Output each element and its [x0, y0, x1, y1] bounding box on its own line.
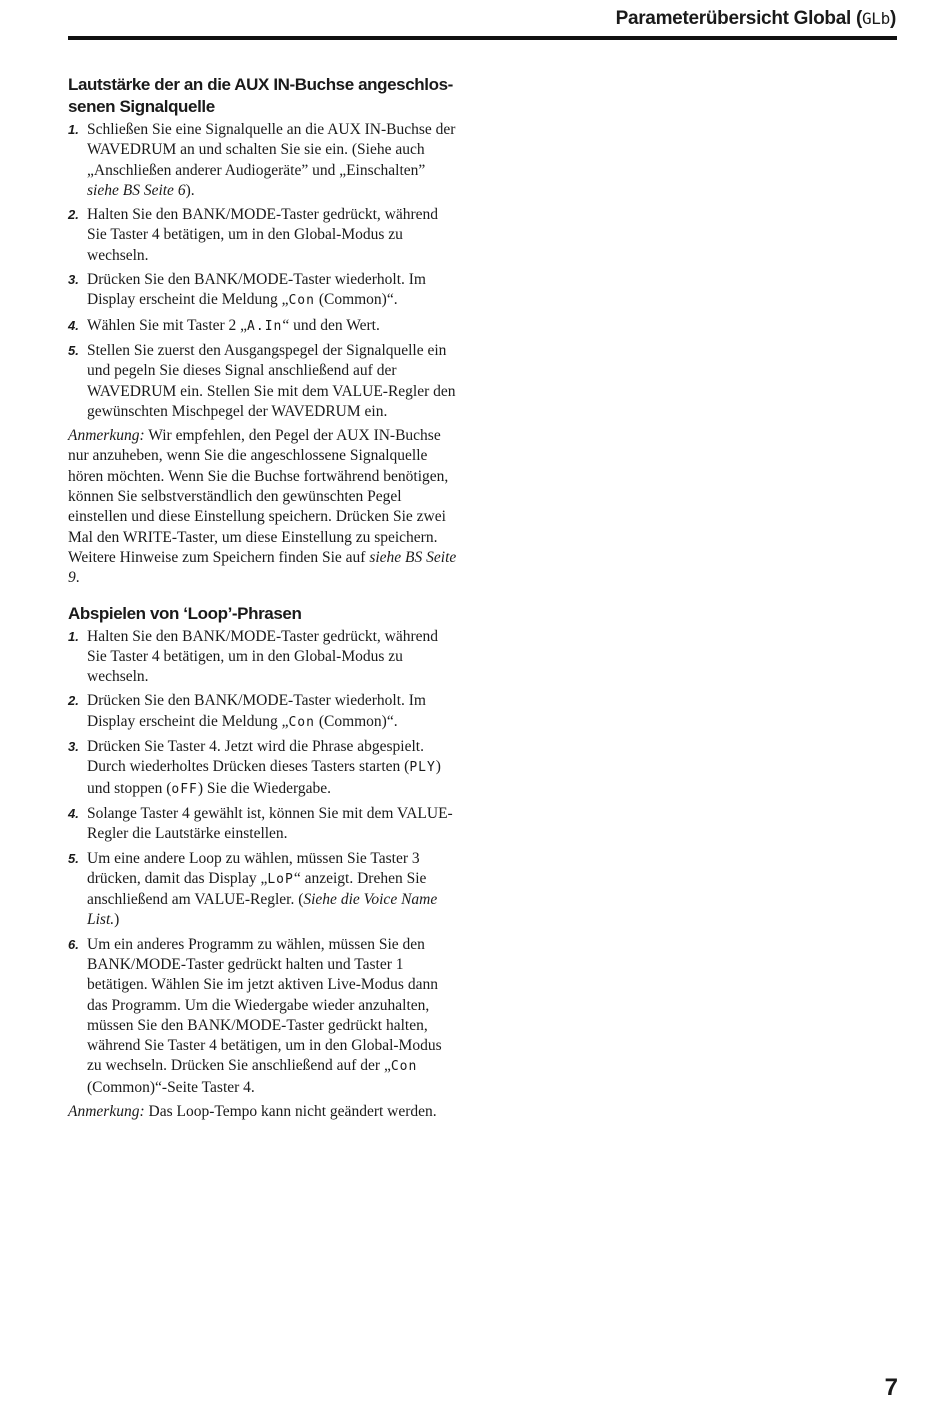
step-text-end: “ und den Wert. — [282, 316, 380, 334]
step-reference: Siehe die Voice Name List. — [87, 891, 438, 929]
step-number: 5. — [68, 342, 79, 358]
display-code: Con — [288, 293, 315, 309]
step-item — [68, 627, 460, 688]
step-text-end: ). — [185, 181, 195, 199]
note-text: Wir empfehlen, den Pegel der AUX IN-Buchse nur anzuheben, wenn Sie die angeschlossene Signalquelle hören möchten. Wenn Sie die Buchse fortwährend benötigen, können Sie selbstverständlich den gewünschten Pegel einstellen und diese Einstellung speichern. Drücken Sie zwei Mal den WRITE-Taster, um diese Einstellung zu speichern. Weitere Hinweise zum Speichern finden Sie auf — [68, 427, 449, 566]
step-text-mid: ) und stoppen ( — [87, 758, 441, 797]
header-rule — [68, 36, 897, 40]
display-code: PLY — [409, 760, 436, 776]
display-code: Con — [288, 714, 315, 730]
note-label: Anmerkung: — [68, 427, 145, 445]
note-paragraph — [68, 426, 460, 588]
step-text-end: ) Sie die Wiedergabe. — [197, 779, 331, 797]
step-text-end: (Common)“. — [314, 291, 398, 309]
section-heading-aux-in — [68, 74, 460, 118]
step-number: 3. — [68, 739, 79, 755]
loop-steps-list — [68, 627, 460, 1099]
step-text: Schließen Sie eine Signalquelle an die AUX IN-Buchse der WAVEDRUM an und schalten Sie sie ein. (Siehe auch „Anschließen anderer Audiogeräte” und „Einschalten” — [87, 121, 456, 179]
step-item — [68, 849, 460, 931]
display-code: oFF — [171, 781, 198, 797]
step-item — [68, 935, 460, 1098]
main-column — [68, 74, 460, 1122]
page-number: 7 — [884, 1374, 898, 1401]
step-number: 5. — [68, 850, 79, 866]
step-number: 4. — [68, 805, 79, 821]
header-paren-close: ) — [889, 8, 896, 29]
step-number: 3. — [68, 272, 79, 288]
step-text-end: (Common)“-Seite Taster 4. — [87, 1078, 255, 1096]
step-number: 2. — [68, 693, 79, 709]
step-text: Wählen Sie mit Taster 2 „ — [87, 316, 248, 334]
note-text: Das Loop-Tempo kann nicht geändert werden. — [144, 1103, 437, 1121]
step-number: 6. — [68, 936, 79, 952]
step-number: 1. — [68, 628, 79, 644]
step-item — [68, 120, 460, 201]
step-text: Halten Sie den BANK/MODE-Taster gedrückt, während Sie Taster 4 betätigen, um in den Global-Modus zu wechseln. — [87, 206, 439, 264]
header-display-code: GLb — [861, 9, 890, 28]
display-code: A.In — [247, 318, 283, 334]
display-code: Con — [390, 1059, 418, 1075]
step-item — [68, 341, 460, 422]
step-text: Drücken Sie den BANK/MODE-Taster wiederholt. Im Display erscheint die Meldung „ — [87, 692, 426, 730]
heading-line-2: senen Signalquelle — [68, 97, 215, 116]
note-reference: siehe BS Seite 9 — [68, 548, 457, 587]
note-paragraph — [68, 1102, 460, 1122]
step-text: Drücken Sie Taster 4. Jetzt wird die Phrase abgespielt. Durch wiederholtes Drücken dieses Tasters starten ( — [87, 738, 424, 776]
step-item — [68, 316, 460, 337]
heading-line-1: Lautstärke der an die AUX IN-Buchse angeschlos- — [68, 75, 453, 94]
step-text-end: (Common)“. — [314, 712, 398, 730]
step-number: 4. — [68, 317, 79, 333]
step-text: Stellen Sie zuerst den Ausgangspegel der Signalquelle ein und pegeln Sie dieses Signal anschließend auf der WAVEDRUM ein. Stellen Sie mit dem VALUE-Regler den gewünschten Mischpegel der WAVEDRUM ein. — [87, 341, 456, 420]
step-item — [68, 691, 460, 733]
header-title: Parameterübersicht Global — [615, 8, 851, 29]
header-paren-open: ( — [855, 8, 862, 29]
step-reference: siehe BS Seite 6 — [87, 181, 186, 199]
step-number: 2. — [68, 207, 79, 223]
step-number: 1. — [68, 122, 79, 137]
aux-steps-list — [68, 120, 460, 422]
step-text: Um eine andere Loop zu wählen, müssen Sie Taster 3 drücken, damit das Display „ — [87, 849, 420, 887]
note-label: Anmerkung: — [68, 1103, 145, 1121]
step-text-mid: “ anzeigt. Drehen Sie anschließend am VALUE-Regler. ( — [87, 869, 427, 909]
step-text-end: ) — [114, 911, 120, 929]
step-text: Um ein anderes Programm zu wählen, müssen Sie den BANK/MODE-Taster gedrückt halten und Taster 1 betätigen. Wählen Sie im jetzt aktiven Live-Modus dann das Programm. Um die Wiedergabe wieder anzuhalten, müssen Sie den BANK/MODE-Taster gedrückt halten, während Sie Taster 4 betätigen, um in den Global-Modus zu wechseln. Drücken Sie anschließend auf der „ — [87, 935, 442, 1075]
step-item — [68, 205, 460, 266]
step-text: Drücken Sie den BANK/MODE-Taster wiederholt. Im Display erscheint die Meldung „ — [87, 271, 426, 309]
step-text: Solange Taster 4 gewählt ist, können Sie mit dem VALUE-Regler die Lautstärke einstellen. — [87, 804, 453, 843]
step-item — [68, 804, 460, 845]
display-code: LoP — [267, 871, 294, 887]
section-heading-loop: Abspielen von ‘Loop’-Phrasen — [68, 603, 302, 623]
step-item — [68, 737, 460, 800]
step-text: Halten Sie den BANK/MODE-Taster gedrückt, während Sie Taster 4 betätigen, um in den Global-Modus zu wechseln. — [87, 627, 439, 686]
step-item — [68, 270, 460, 312]
note-end: . — [75, 569, 80, 587]
page-header — [0, 8, 896, 30]
